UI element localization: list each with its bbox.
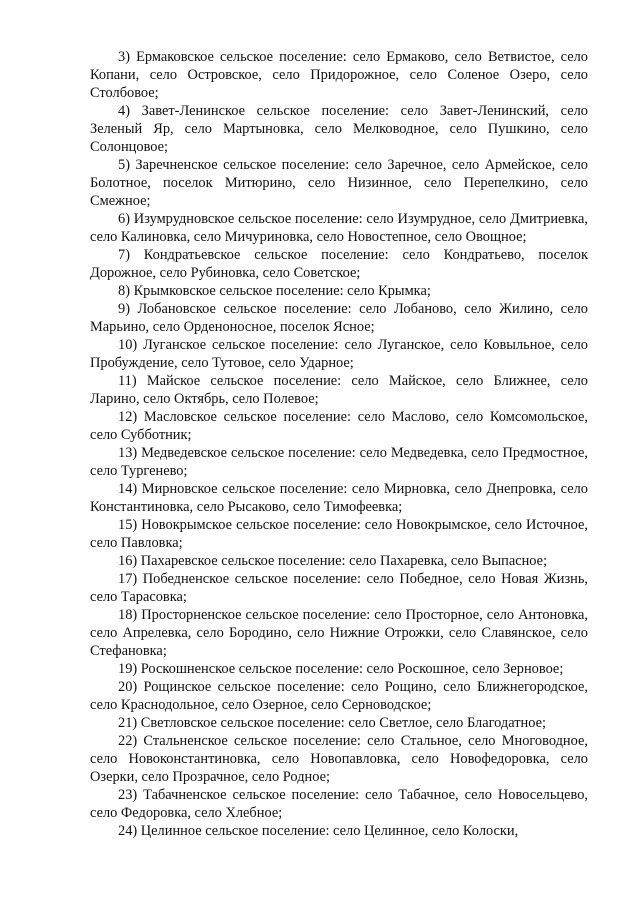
list-item: 11) Майское сельское поселение: село Майское, село Ближнее, село Ларино, село Октябрь, село Полевое;	[90, 373, 588, 407]
list-item: 18) Просторненское сельское поселение: село Просторное, село Антоновка, село Апрелевка, село Бородино, село Нижние Отрожки, село Славянское, село Стефановка;	[90, 607, 588, 659]
list-item: 17) Победненское сельское поселение: село Победное, село Новая Жизнь, село Тарасовка;	[90, 571, 588, 605]
list-item: 6) Изумрудновское сельское поселение: село Изумрудное, село Дмитриевка, село Калиновка, село Мичуриновка, село Новостепное, село Овощное;	[90, 211, 588, 245]
list-item: 3) Ермаковское сельское поселение: село Ермаково, село Ветвистое, село Копани, село Островское, село Придорожное, село Соленое Озеро, село Столбовое;	[90, 49, 588, 101]
list-item: 22) Стальненское сельское поселение: село Стальное, село Многоводное, село Новоконстантиновка, село Новопавловка, село Новофедоровка, село Озерки, село Прозрачное, село Родное;	[90, 733, 588, 785]
list-item: 13) Медведевское сельское поселение: село Медведевка, село Предмостное, село Тургенево;	[90, 445, 588, 479]
list-item: 12) Масловское сельское поселение: село Маслово, село Комсомольское, село Субботник;	[90, 409, 588, 443]
list-item: 20) Рощинское сельское поселение: село Рощино, село Ближнегородское, село Краснодольное, село Озерное, село Серноводское;	[90, 679, 588, 713]
list-item: 14) Мирновское сельское поселение: село Мирновка, село Днепровка, село Константиновка, село Рысаково, село Тимофеевка;	[90, 481, 588, 515]
list-item: 21) Светловское сельское поселение: село Светлое, село Благодатное;	[118, 715, 547, 731]
list-item: 4) Завет-Ленинское сельское поселение: село Завет-Ленинский, село Зеленый Яр, село Мартыновка, село Мелководное, село Пушкино, село Солонцовое;	[90, 103, 588, 155]
list-item: 5) Заречненское сельское поселение: село Заречное, село Армейское, село Болотное, поселок Митюрино, село Низинное, село Перепелкино, село Смежное;	[90, 157, 588, 209]
list-item: 24) Целинное сельское поселение: село Целинное, село Колоски,	[118, 823, 519, 839]
list-item: 16) Пахаревское сельское поселение: село Пахаревка, село Выпасное;	[118, 553, 548, 569]
document-body	[90, 48, 588, 840]
list-item: 10) Луганское сельское поселение: село Луганское, село Ковыльное, село Пробуждение, село Тутовое, село Ударное;	[90, 337, 588, 371]
list-item: 23) Табачненское сельское поселение: село Табачное, село Новосельцево, село Федоровка, село Хлебное;	[90, 787, 588, 821]
list-item: 19) Роскошненское сельское поселение: село Роскошное, село Зерновое;	[118, 661, 564, 677]
list-item: 8) Крымковское сельское поселение: село Крымка;	[118, 283, 431, 299]
list-item: 7) Кондратьевское сельское поселение: село Кондратьево, поселок Дорожное, село Рубиновка, село Советское;	[90, 247, 588, 281]
list-item: 9) Лобановское сельское поселение: село Лобаново, село Жилино, село Марьино, село Орденоносное, поселок Ясное;	[90, 301, 588, 335]
list-item: 15) Новокрымское сельское поселение: село Новокрымское, село Источное, село Павловка;	[90, 517, 588, 551]
